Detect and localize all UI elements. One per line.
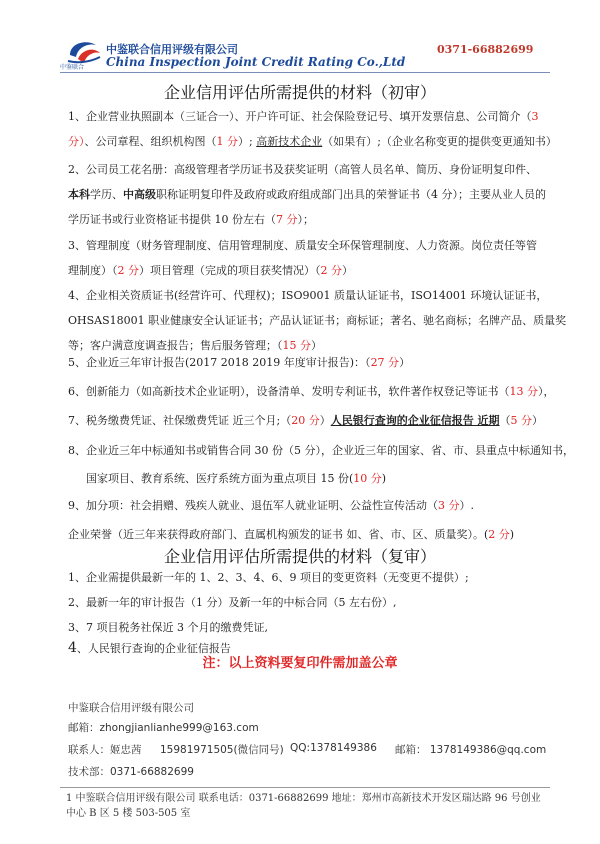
item-2-line-1: 2、公司员工花名册：高级管理者学历证书及获奖证明（高管人员名单、简历、身份证明复印件、 [68,163,537,176]
item-1-score-2: 1 分 [216,135,238,148]
item-5-score: 27 分 [370,356,400,369]
item-5-text: 5、企业近三年审计报告(2017 2018 2019 年度审计报告)：（ [68,356,371,369]
item-1-text: 1、企业营业执照副本（三证合一）、开户许可证、社会保险登记号、填开发票信息、公司简介（ [68,110,532,123]
item-3-text: 理制度）（ [68,264,118,277]
item-8-line-2: 国家项目、教育系统、医疗系统方面为重点项目 15 份( [86,472,354,485]
item-1-hightech: 高新技术企业 [256,135,323,148]
contact-phone: 15981971505(微信同号) [160,744,284,756]
initial-title: 企业信用评估所需提供的材料（初审） [163,83,436,102]
item-2-bold-1: 本科 [68,188,90,201]
item-7-score-1: 20 分 [291,414,320,427]
item-2-text: 学历、 [90,188,123,201]
item-4-line-3-end: ） [311,339,322,352]
item-9-end: ）. [459,499,474,512]
item-9-score: 3 分 [438,499,460,512]
item-6-end: ）， [538,385,555,398]
item-3-text-2: ）项目管理（完成的项目获奖情况）（ [139,264,321,277]
review-item-4-number: 4 [68,640,77,656]
contact-person: 联系人：姬忠茜 [68,744,142,756]
item-1-text-4: （如果有）;（企业名称变更的提供变更通知书） [322,135,557,148]
item-3-score-1: 2 分 [117,264,139,277]
item-1-score-unit: 分） [68,135,85,148]
contact-email-2: 邮箱： 1378149386@qq.com [395,744,547,756]
item-1-text-2: 、公司章程、组织机构图（ [84,135,217,148]
review-item-4-text: 、人民银行查询的企业征信报告 [76,642,231,655]
item-3-line-1: 3、管理制度（财务管理制度、信用管理制度、质量安全环保管理制度、人力资源。岗位责任等管 [68,239,537,252]
header-phone: 0371-66882699 [437,43,534,56]
item-6 [68,379,555,404]
item-9-text: 9、加分项：社会捐赠、残疾人就业、退伍军人就业证明、公益性宣传活动（ [68,499,438,512]
item-3 [68,233,538,283]
item-1-score: 3 [531,110,539,123]
item-8-end: ) [381,472,387,485]
item-7-text: 7、税务缴费凭证、社保缴费凭证 近三个月;（ [68,414,292,427]
contact-qq: QQ:1378149386 [290,742,377,754]
contact-email: 邮箱：zhongjianlianhe999@163.com [68,722,259,734]
review-item-1: 1、企业需提供最新一年的 1、2、3、4、6、9 项目的变更资料（无变更不提供）; [68,571,469,584]
logo-caption: 中鉴联合 [60,64,85,71]
item-4 [68,283,567,358]
item-1 [68,104,557,154]
honor-score: 2 分 [488,528,510,541]
footer-divider [60,787,550,788]
item-2-text-2: 职称证明复印件及政府或政府组成部门出具的荣誉证书（4 分）；主要从业人员的 [156,188,546,201]
item-2-bold-2: 中高级 [123,188,156,201]
item-3-score-2: 2 分 [320,264,342,277]
item-7-credit-report: 人民银行查询的企业征信报告 近期 [330,414,500,427]
item-2-line-3: 学历证书或行业资格证书提供 10 份左右（ [68,213,276,226]
item-9 [68,493,538,518]
item-8-line-1: 8、企业近三年中标通知书或销售合同 30 份（5 分），企业近三年的国家、省、市、县重点中标通知书， [68,444,574,457]
item-2 [68,157,546,232]
item-5 [68,350,538,375]
company-name-en: China Inspection Joint Credit Rating Co.,Ltd [106,55,406,69]
notice: 注：以上资料要复印件需加盖公章 [202,656,398,671]
item-7-text-2: ） [319,414,331,427]
item-7-score-2: 5 分 [510,414,533,427]
item-4-line-3: 等；客户满意度调查报告；售后服务管理；（ [68,339,283,352]
item-8-score: 10 分 [353,472,382,485]
contact-company: 中鉴联合信用评级有限公司 [68,702,194,714]
item-3-text-3: ） [342,264,353,277]
item-6-text: 6、创新能力（如高新技术企业证明），设备清单、发明专利证书，软件著作权登记等证书（ [68,385,510,398]
item-2-score: 7 分 [276,213,298,226]
honor-text: 企业荣誉（近三年来获得政府部门、直属机构颁发的证书 如、省、市、区、质量奖）。( [68,528,489,541]
item-7-end: ） [532,414,544,427]
review-item-3: 3、7 项目税务社保近 3 个月的缴费凭证, [68,621,268,634]
item-5-end: ） [399,356,411,369]
contact-person-row [68,742,548,756]
item-4-line-1: 4、企业相关资质证书(经营许可、代理权)；ISO9001 质量认证证书，ISO14001 环境认证证书， [68,289,548,302]
item-7 [68,408,544,433]
item-6-score: 13 分 [509,385,538,398]
item-2-line-3-end: ）； [297,213,314,226]
item-8 [68,437,574,493]
page-footer: 1 中鉴联合信用评级有限公司 联系电话：0371-66882699 地址：郑州市高新技术开发区瑞达路 96 号创业中心 B 区 5 楼 503-505 室 [66,793,541,819]
item-1-text-3: ）; [238,135,257,148]
review-title: 企业信用评估所需提供的材料（复审） [163,547,436,566]
item-4-score: 15 分 [282,339,311,352]
contact-tech: 技术部：0371-66882699 [68,766,194,778]
item-7-text-3: （ [499,414,511,427]
review-item-2: 2、最新一年的审计报告（1 分）及新一年的中标合同（5 左右份）, [68,596,397,609]
header-divider [60,72,550,73]
company-name-cn: 中鉴联合信用评级有限公司 [106,43,238,56]
item-4-line-2: OHSAS18001 职业健康安全认证证书；产品认证证书；商标证；著名、驰名商标；名牌产品、质量奖 [68,314,567,327]
honor-end: ) [509,528,515,541]
